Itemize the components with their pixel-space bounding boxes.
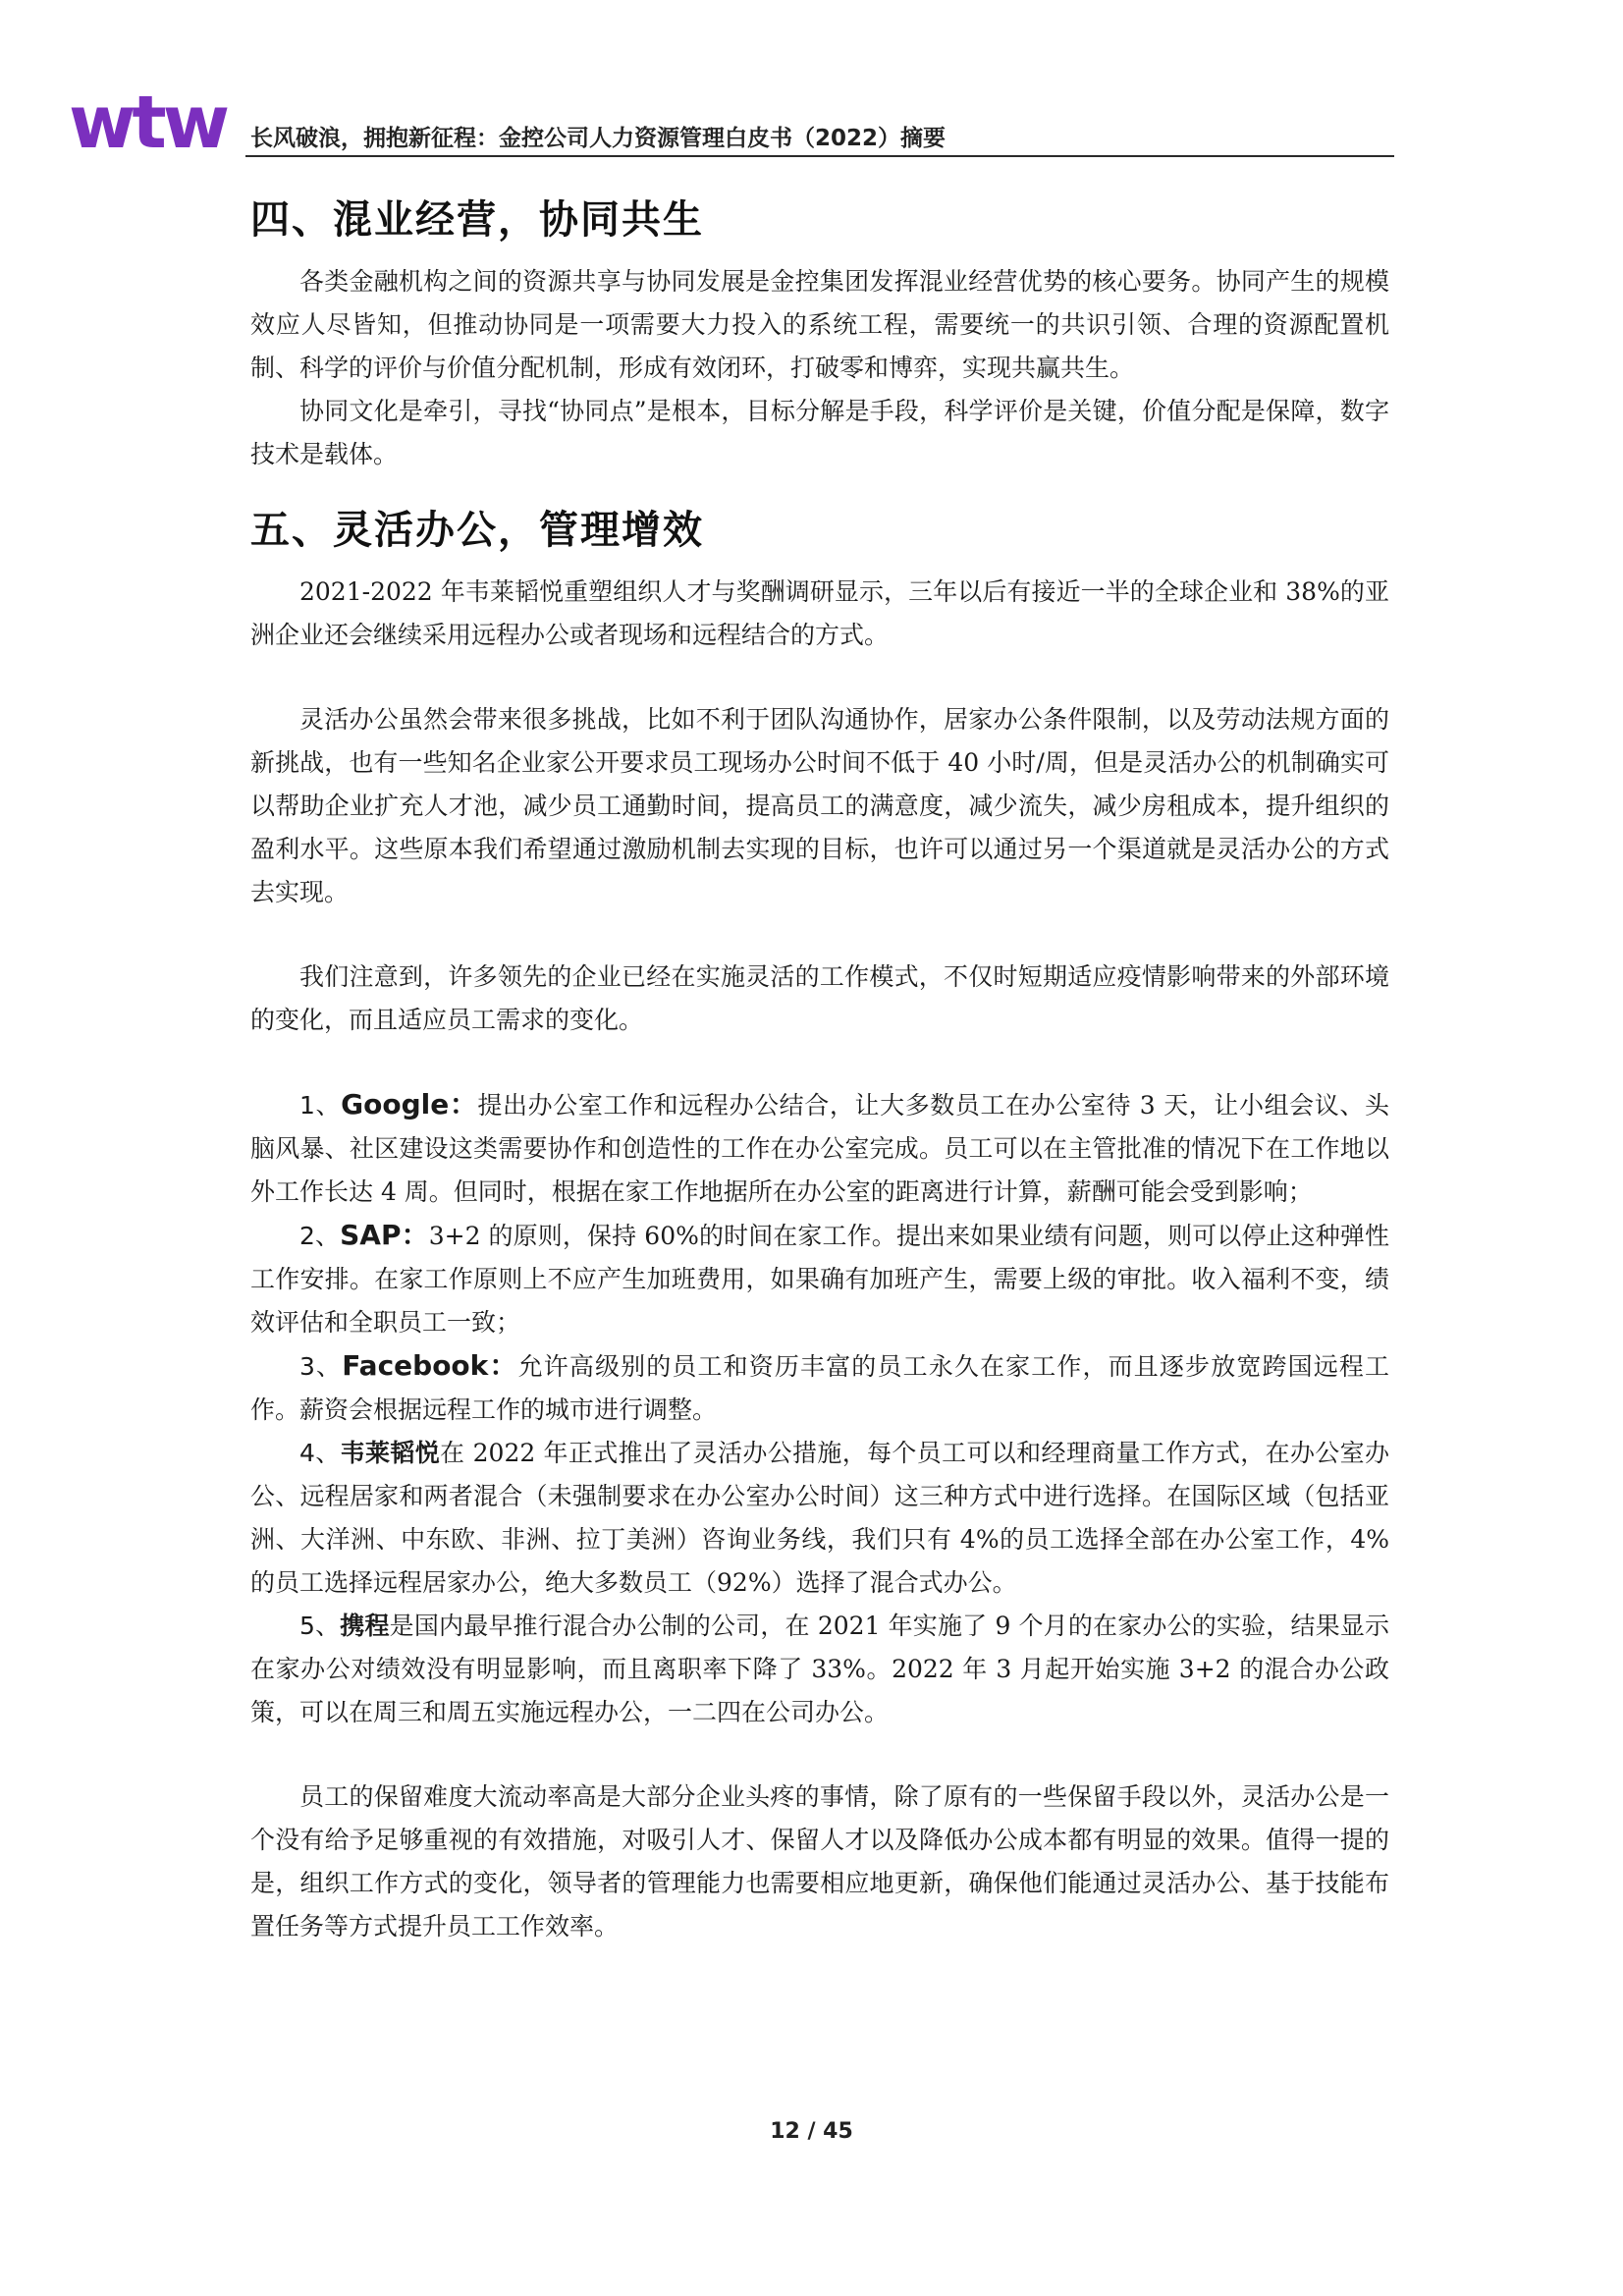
- case-company: Google：: [341, 1088, 478, 1121]
- header-title: 长风破浪，拥抱新征程：金控公司人力资源管理白皮书（2022）摘要: [250, 126, 947, 151]
- case-number: 1、: [299, 1091, 342, 1120]
- section-4: [250, 191, 1389, 476]
- case-text: 提出办公室工作和远程办公结合，让大多数员工在办公室待 3 天，让小组会议、头脑风暴、社区建设这类需要协作和创造性的工作在办公室完成。员工可以在主管批准的情况下在工作地以外工作长达 4 周。但同时，根据在家工作地据所在办公室的距离进行计算，薪酬可能会受到影响；: [250, 1091, 1389, 1206]
- case-number: 4、: [299, 1439, 341, 1467]
- section-5-intro: 2021-2022 年韦莱韬悦重塑组织人才与奖酬调研显示，三年以后有接近一半的全球企业和 38%的亚洲企业还会继续采用远程办公或者现场和远程结合的方式。: [250, 577, 1389, 649]
- header-divider: [245, 155, 1394, 157]
- page-body: [250, 191, 1389, 1948]
- case-number: 3、: [299, 1352, 343, 1381]
- section-4-paragraph-2: 协同文化是牵引，寻找“协同点”是根本，目标分解是手段，科学评价是关键，价值分配是保障，数字技术是载体。: [250, 397, 1389, 468]
- case-text: 3+2 的原则，保持 60%的时间在家工作。提出来如果业绩有问题，则可以停止这种弹性工作安排。在家工作原则上不应产生加班费用，如果确有加班产生，需要上级的审批。收入福利不变，绩效评估和全职员工一致；: [250, 1222, 1390, 1337]
- section-5-challenges: 灵活办公虽然会带来很多挑战，比如不利于团队沟通协作，居家办公条件限制，以及劳动法规方面的新挑战，也有一些知名企业家公开要求员工现场办公时间不低于 40 小时/周，但是灵活办公的机制确实可以帮助企业扩充人才池，减少员工通勤时间，提高员工的满意度，减少流失，减少房租成本，提升组织的盈利水平。这些原本我们希望通过激励机制去实现的目标，也许可以通过另一个渠道就是灵活办公的方式去实现。: [250, 705, 1389, 906]
- case-company: SAP：: [340, 1219, 429, 1251]
- case-text: 在 2022 年正式推出了灵活办公措施，每个员工可以和经理商量工作方式，在办公室办公、远程居家和两者混合（未强制要求在办公室办公时间）这三种方式中进行选择。在国际区域（包括亚洲、大洋洲、中东欧、非洲、拉丁美洲）咨询业务线，我们只有 4%的员工选择全部在办公室工作，4%的员工选择远程居家办公，绝大多数员工（92%）选择了混合式办公。: [250, 1439, 1389, 1597]
- case-company: 韦莱韬悦: [340, 1439, 440, 1467]
- page-header: [69, 81, 1394, 165]
- case-sap: [250, 1214, 1389, 1344]
- section-5-heading: 五、灵活办公，管理增效: [250, 508, 704, 553]
- case-text: 是国内最早推行混合办公制的公司，在 2021 年实施了 9 个月的在家办公的实验，结果显示在家办公对绩效没有明显影响，而且离职率下降了 33%。2022 年 3 月起开始实施 3+2 的混合办公政策，可以在周三和周五实施远程办公，一二四在公司办公。: [250, 1612, 1390, 1726]
- section-4-heading: 四、混业经营，协同共生: [250, 197, 704, 243]
- case-google: [250, 1083, 1389, 1214]
- section-5-observation: 我们注意到，许多领先的企业已经在实施灵活的工作模式，不仅时短期适应疫情影响带来的外部环境的变化，而且适应员工需求的变化。: [250, 962, 1389, 1034]
- case-company: 携程: [340, 1612, 390, 1640]
- page-number: 12 / 45: [770, 2119, 853, 2144]
- section-4-paragraph-1: 各类金融机构之间的资源共享与协同发展是金控集团发挥混业经营优势的核心要务。协同产生的规模效应人尽皆知，但推动协同是一项需要大力投入的系统工程，需要统一的共识引领、合理的资源配置机制、科学的评价与价值分配机制，形成有效闭环，打破零和博弈，实现共赢共生。: [250, 267, 1389, 382]
- wtw-logo: wtw: [69, 81, 227, 165]
- section-5: [250, 502, 1389, 1948]
- case-number: 2、: [299, 1222, 341, 1250]
- case-wtw: [250, 1432, 1389, 1605]
- case-ctrip: [250, 1605, 1389, 1734]
- case-text: 允许高级别的员工和资历丰富的员工永久在家工作，而且逐步放宽跨国远程工作。薪资会根据远程工作的城市进行调整。: [250, 1352, 1389, 1424]
- case-number: 5、: [299, 1612, 341, 1640]
- section-5-closing: 员工的保留难度大流动率高是大部分企业头疼的事情，除了原有的一些保留手段以外，灵活办公是一个没有给予足够重视的有效措施，对吸引人才、保留人才以及降低办公成本都有明显的效果。值得一提的是，组织工作方式的变化，领导者的管理能力也需要相应地更新，确保他们能通过灵活办公、基于技能布置任务等方式提升员工工作效率。: [250, 1782, 1389, 1941]
- case-company: Facebook：: [342, 1349, 518, 1382]
- case-facebook: [250, 1344, 1389, 1432]
